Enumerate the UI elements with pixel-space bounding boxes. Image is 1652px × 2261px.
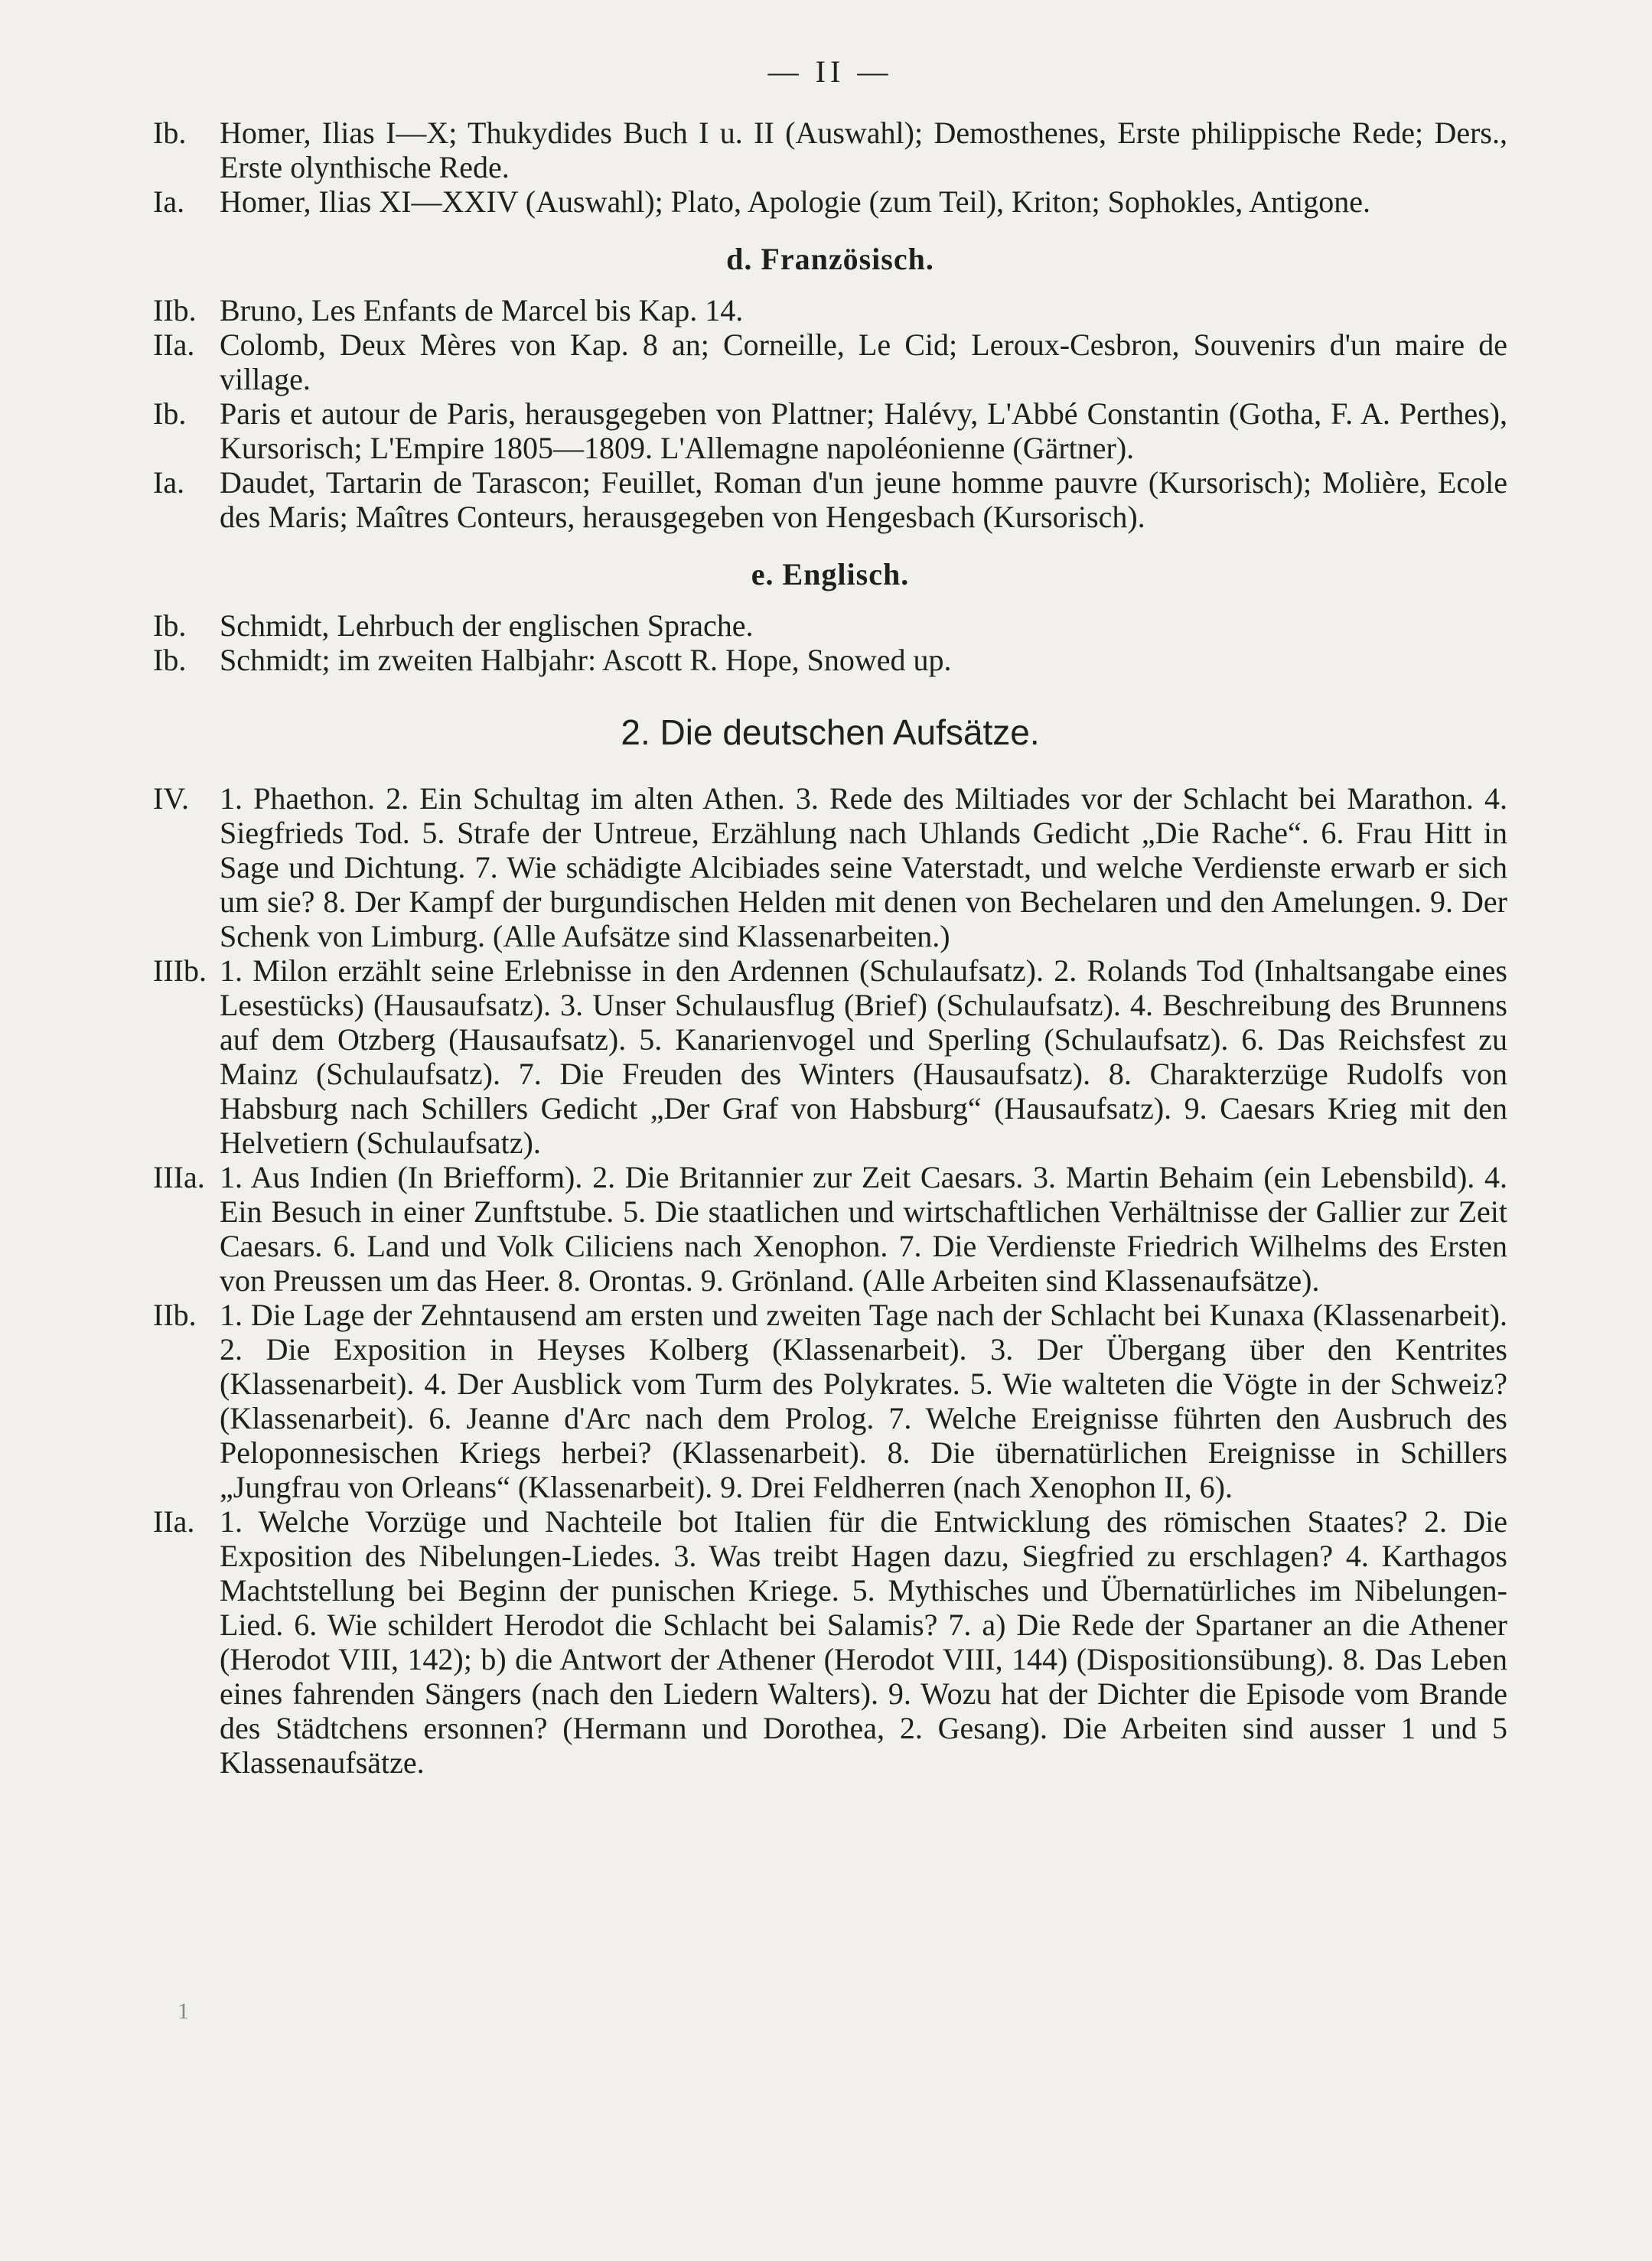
class-label: Ia. bbox=[153, 465, 185, 500]
list-item bbox=[153, 953, 1507, 1160]
entry-text: 1. Welche Vorzüge und Nachteile bot Italien für die Entwicklung des römischen Staates? 2. Die Exposition des Nibelungen-Liedes. 3. Was treibt Hagen dazu, Siegfried zu erschlagen? 4. Karthagos Machtstellung bei Beginn der punischen Kriege. 5. Mythisches und Übernatürliches im Nibelungen-Lied. 6. Wie schildert Herodot die Schlacht bei Salamis? 7. a) Die Rede der Spartaner an die Athener (Herodot VIII, 142); b) die Antwort der Athener (Herodot VIII, 144) (Dispositionsübung). 8. Das Leben eines fahrenden Sängers (nach den Liedern Walters). 9. Wozu hat der Dichter die Episode vom Brande des Städtchens ersonnen? (Hermann und Dorothea, 2. Gesang). Die Arbeiten sind ausser 1 und 5 Klassenaufsätze. bbox=[220, 1504, 1507, 1780]
entry-text: Schmidt; im zweiten Halbjahr: Ascott R. Hope, Snowed up. bbox=[220, 643, 952, 677]
list-item bbox=[153, 643, 1507, 677]
entry-text: Paris et autour de Paris, herausgegeben von Plattner; Halévy, L'Abbé Constantin (Gotha, F. A. Perthes), Kursorisch; L'Empire 1805—1809. L'Allemagne napoléonienne (Gärtner). bbox=[220, 396, 1507, 465]
list-item bbox=[153, 465, 1507, 534]
list-item bbox=[153, 608, 1507, 643]
entry-text: 1. Phaethon. 2. Ein Schultag im alten Athen. 3. Rede des Miltiades vor der Schlacht bei Marathon. 4. Siegfrieds Tod. 5. Strafe der Untreue, Erzählung nach Uhlands Gedicht „Die Rache“. 6. Frau Hitt in Sage und Dichtung. 7. Wie schädigte Alcibiades seine Vaterstadt, und welche Verdienste erwarb er sich um sie? 8. Der Kampf der burgundischen Helden mit denen von Bechelaren und den Amelungen. 9. Der Schenk von Limburg. (Alle Aufsätze sind Klassenarbeiten.) bbox=[220, 781, 1507, 953]
section-heading-english: e. Englisch. bbox=[751, 557, 910, 591]
class-label: IIIb. bbox=[153, 953, 207, 988]
list-item bbox=[153, 293, 1507, 327]
class-label: IIb. bbox=[153, 1298, 197, 1332]
entry-text: Schmidt, Lehrbuch der englischen Sprache. bbox=[220, 608, 754, 643]
section-heading-essays: 2. Die deutschen Aufsätze. bbox=[621, 712, 1040, 752]
class-label: Ib. bbox=[153, 643, 187, 677]
section-heading-french: d. Französisch. bbox=[726, 242, 934, 276]
entry-text: Bruno, Les Enfants de Marcel bis Kap. 14. bbox=[220, 293, 744, 327]
entry-text: Homer, Ilias XI—XXIV (Auswahl); Plato, Apologie (zum Teil), Kriton; Sophokles, Antigone. bbox=[220, 184, 1370, 219]
list-item bbox=[153, 184, 1507, 219]
list-item bbox=[153, 1298, 1507, 1504]
english-section bbox=[153, 608, 1507, 677]
greek-section bbox=[153, 116, 1507, 219]
class-label: Ib. bbox=[153, 396, 187, 431]
list-item bbox=[153, 327, 1507, 396]
french-section bbox=[153, 293, 1507, 534]
list-item bbox=[153, 781, 1507, 953]
entry-text: 1. Die Lage der Zehntausend am ersten und zweiten Tage nach der Schlacht bei Kunaxa (Klassenarbeit). 2. Die Exposition in Heyses Kolberg (Klassenarbeit). 3. Der Übergang über den Kentrites (Klassenarbeit). 4. Der Ausblick vom Turm des Polykrates. 5. Wie walteten die Vögte in der Schweiz? (Klassenarbeit). 6. Jeanne d'Arc nach dem Prolog. 7. Welche Ereignisse führten den Ausbruch des Peloponnesischen Kriegs herbei? (Klassenarbeit). 8. Die übernatürlichen Ereignisse in Schillers „Jungfrau von Orleans“ (Klassenarbeit). 9. Drei Feldherren (nach Xenophon II, 6). bbox=[220, 1298, 1507, 1504]
entry-text: Daudet, Tartarin de Tarascon; Feuillet, Roman d'un jeune homme pauvre (Kursorisch); Molière, Ecole des Maris; Maîtres Conteurs, herausgegeben von Hengesbach (Kursorisch). bbox=[220, 465, 1507, 534]
document-page bbox=[153, 54, 1507, 1780]
essays-section bbox=[153, 781, 1507, 1780]
class-label: IIa. bbox=[153, 327, 195, 362]
list-item bbox=[153, 1504, 1507, 1780]
list-item bbox=[153, 396, 1507, 465]
class-label: Ia. bbox=[153, 184, 185, 219]
class-label: IIIa. bbox=[153, 1160, 205, 1194]
entry-text: Homer, Ilias I—X; Thukydides Buch I u. II (Auswahl); Demosthenes, Erste philippische Rede; Ders., Erste olynthische Rede. bbox=[220, 116, 1507, 184]
entry-text: 1. Aus Indien (In Briefform). 2. Die Britannier zur Zeit Caesars. 3. Martin Behaim (ein Lebensbild). 4. Ein Besuch in einer Zunftstube. 5. Die staatlichen und wirtschaftlichen Verhältnisse der Gallier zur Zeit Caesars. 6. Land und Volk Ciliciens nach Xenophon. 7. Die Verdienste Friedrich Wilhelms des Ersten von Preussen um das Heer. 8. Orontas. 9. Grönland. (Alle Arbeiten sind Klassenaufsätze). bbox=[220, 1160, 1507, 1298]
class-label: IIb. bbox=[153, 293, 197, 327]
footer-mark: 1 bbox=[178, 1999, 189, 2024]
entry-text: Colomb, Deux Mères von Kap. 8 an; Corneille, Le Cid; Leroux-Cesbron, Souvenirs d'un maire de village. bbox=[220, 327, 1507, 396]
page-number: — II — bbox=[767, 54, 893, 89]
list-item bbox=[153, 116, 1507, 184]
entry-text: 1. Milon erzählt seine Erlebnisse in den Ardennen (Schulaufsatz). 2. Rolands Tod (Inhaltsangabe eines Lesestücks) (Hausaufsatz). 3. Unser Schulausflug (Brief) (Schulaufsatz). 4. Beschreibung des Brunnens auf dem Otzberg (Hausaufsatz). 5. Kanarienvogel und Sperling (Schulaufsatz). 6. Das Reichsfest zu Mainz (Schulaufsatz). 7. Die Freuden des Winters (Hausaufsatz). 8. Charakterzüge Rudolfs von Habsburg nach Schillers Gedicht „Der Graf von Habsburg“ (Hausaufsatz). 9. Caesars Krieg mit den Helvetiern (Schulaufsatz). bbox=[220, 953, 1507, 1160]
class-label: Ib. bbox=[153, 608, 187, 643]
class-label: IV. bbox=[153, 781, 190, 816]
class-label: Ib. bbox=[153, 116, 187, 150]
class-label: IIa. bbox=[153, 1504, 195, 1539]
list-item bbox=[153, 1160, 1507, 1298]
